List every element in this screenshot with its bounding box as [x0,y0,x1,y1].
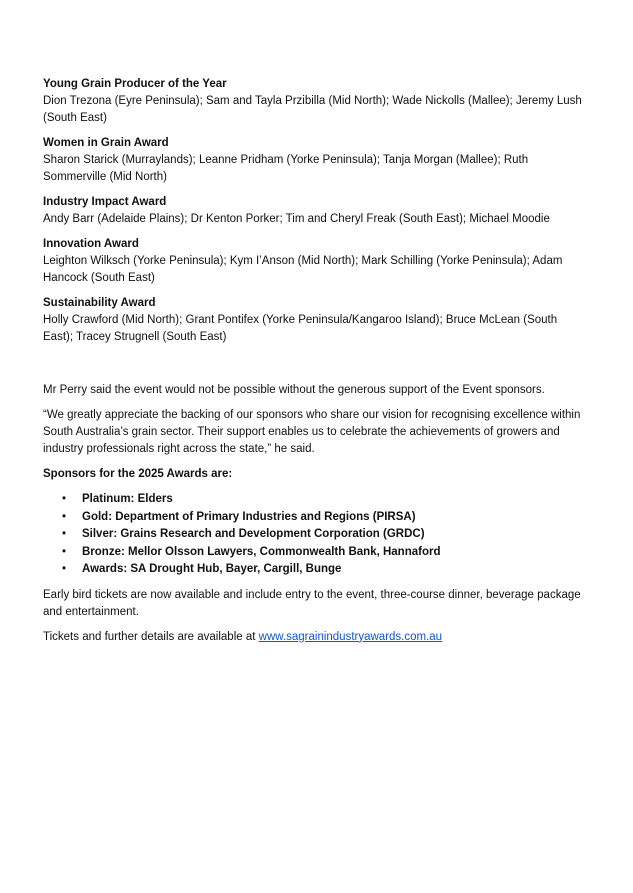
early-bird-paragraph: Early bird tickets are now available and include entry to the event, three-course dinner, beverage package and entertainment. [43,588,581,618]
award-winners: Dion Trezona (Eyre Peninsula); Sam and Tayla Przibilla (Mid North); Wade Nickolls (Mallee); Jeremy Lush (South East) [43,95,582,124]
list-item [43,561,583,579]
award-industry-impact [43,194,583,228]
sponsors-heading: Sponsors for the 2025 Awards are: [43,468,233,480]
sponsor-label: Awards: SA Drought Hub, Bayer, Cargill, Bunge [82,563,342,575]
award-winners: Holly Crawford (Mid North); Grant Pontifex (Yorke Peninsula/Kangaroo Island); Bruce McLean (South East); Tracey Strugnell (South East) [43,314,558,343]
award-winners: Sharon Starick (Murraylands); Leanne Pridham (Yorke Peninsula); Tanja Morgan (Mallee); Ruth Sommerville (Mid North) [43,154,529,183]
support-paragraph: Mr Perry said the event would not be possible without the generous support of the Event sponsors. [43,384,545,396]
award-title: Industry Impact Award [43,196,167,208]
quote-paragraph: “We greatly appreciate the backing of our sponsors who share our vision for recognising excellence within South Australia’s grain sector. Their support enables us to celebrate the achievements of growers and industry professionals right across the state,” he said. [43,409,581,455]
award-innovation [43,236,583,287]
award-title: Sustainability Award [43,297,156,309]
award-title: Women in Grain Award [43,137,169,149]
list-item [43,544,583,562]
list-item [43,491,583,509]
sponsor-label: Bronze: Mellor Olsson Lawyers, Commonwealth Bank, Hannaford [82,545,441,558]
awards-website-link[interactable]: www.sagrainindustryawards.com.au [258,630,443,643]
award-sustainability [43,295,583,346]
bullet-icon: • [62,545,67,558]
list-item [43,509,583,527]
sponsor-label: Gold: Department of Primary Industries and Regions (PIRSA) [82,510,416,523]
award-women-in-grain [43,135,583,186]
bullet-icon: • [62,563,67,575]
sponsor-label: Silver: Grains Research and Development Corporation (GRDC) [82,528,425,540]
award-title: Innovation Award [43,238,139,250]
list-item [43,526,583,544]
award-winners: Andy Barr (Adelaide Plains); Dr Kenton Porker; Tim and Cheryl Freak (South East); Michael Moodie [43,213,550,225]
award-young-grain-producer [43,76,583,127]
award-winners: Leighton Wilksch (Yorke Peninsula); Kym I’Anson (Mid North); Mark Schilling (Yorke Peninsula); Adam Hancock (South East) [43,255,563,284]
tickets-paragraph [43,629,583,646]
sponsors-list [43,491,583,579]
bullet-icon: • [62,528,67,540]
section-spacer [43,354,583,382]
document-page [43,76,583,654]
bullet-icon: • [62,493,67,505]
sponsor-label: Platinum: Elders [82,493,173,505]
award-title: Young Grain Producer of the Year [43,78,227,90]
bullet-icon: • [62,510,67,523]
tickets-text: Tickets and further details are available at [43,630,259,643]
